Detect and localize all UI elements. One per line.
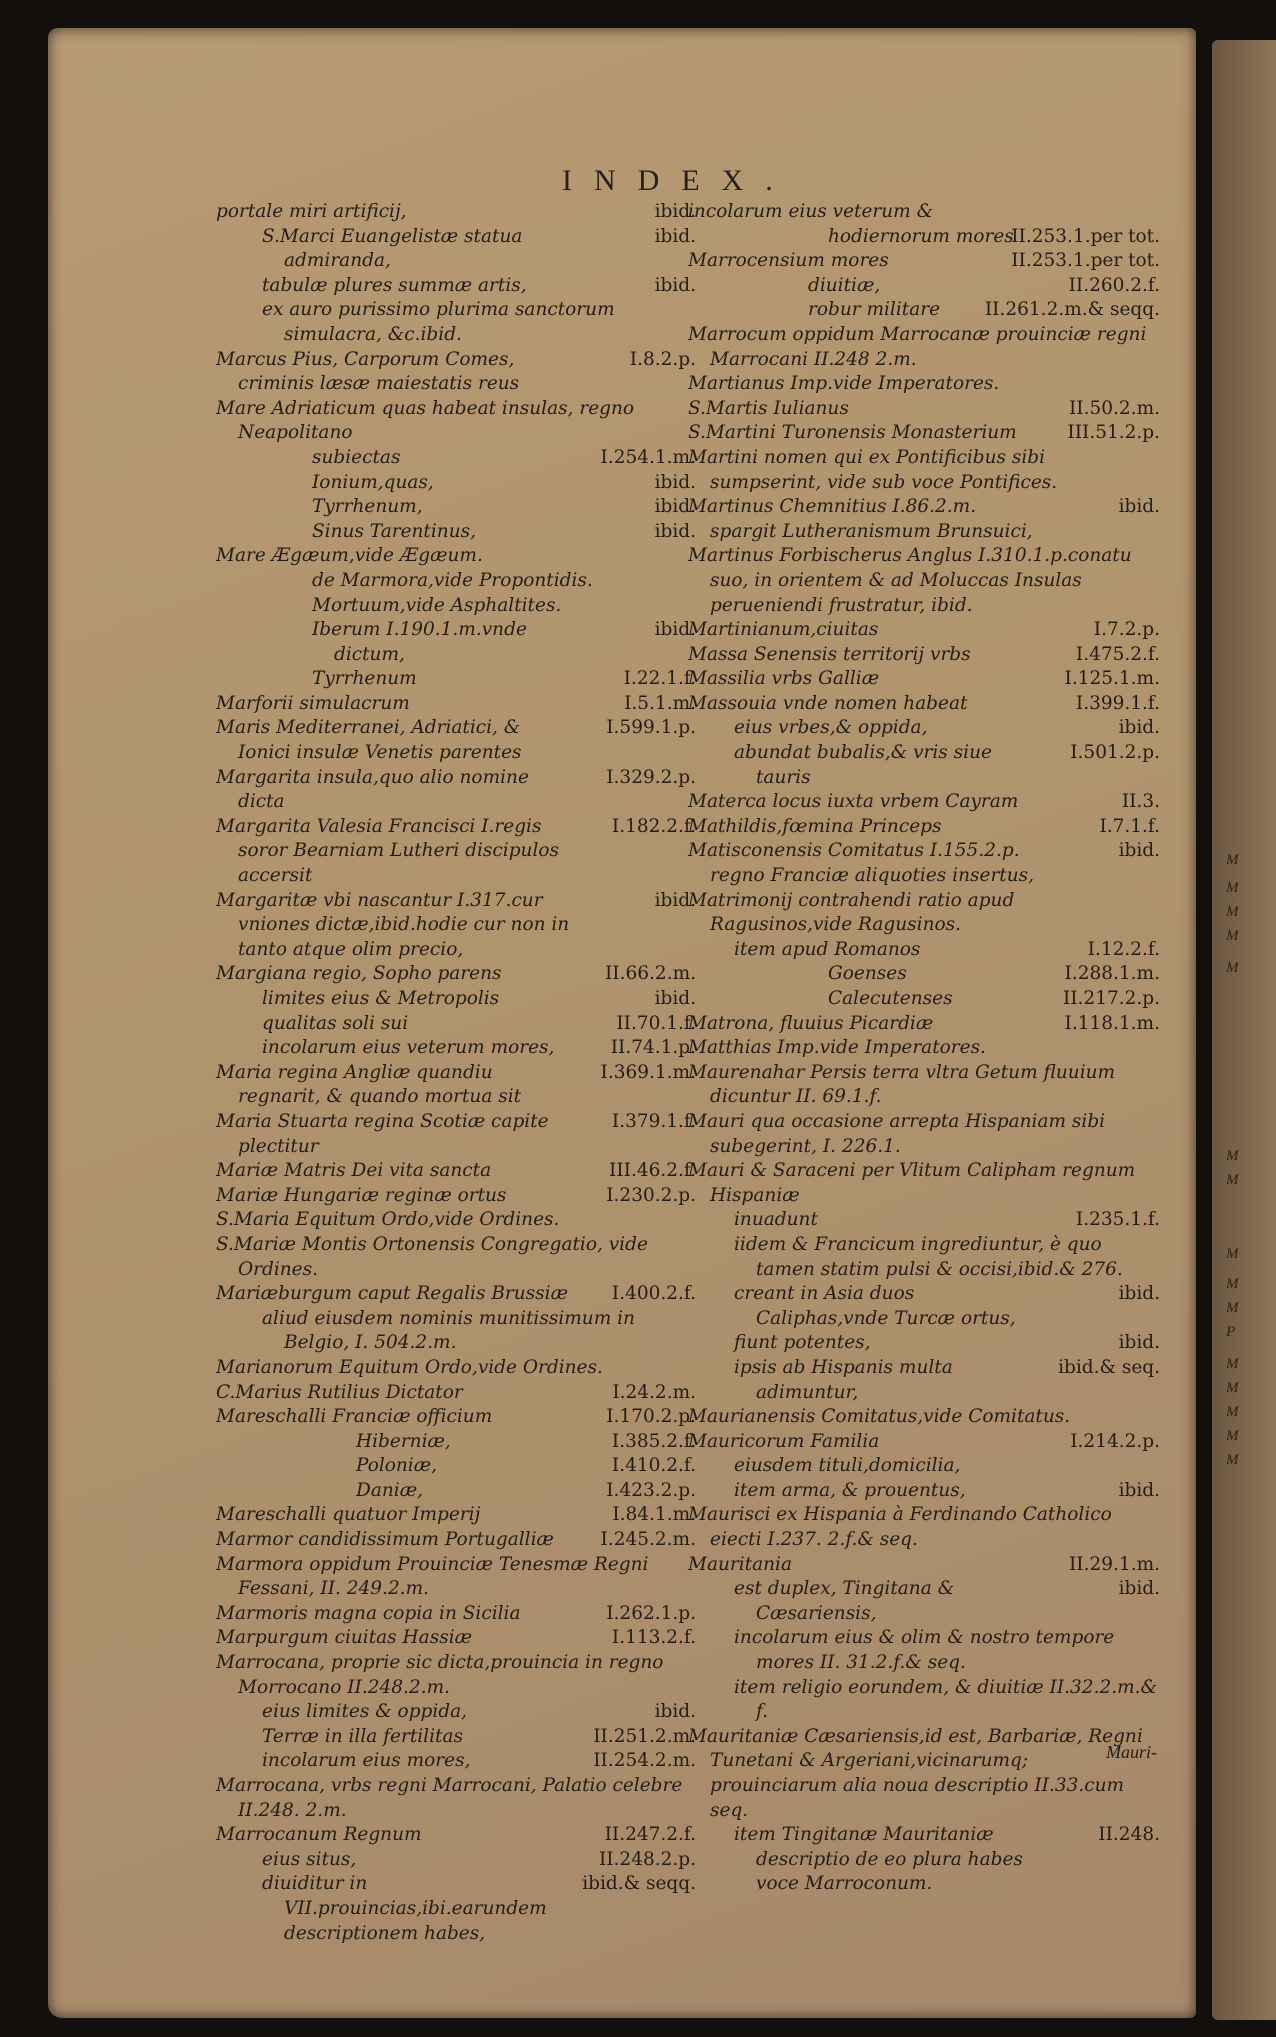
index-entry: [216, 594, 696, 619]
entry-text: aliud eiusdem nominis munitissimum in Belgio, I. 504.2.m.: [262, 1307, 635, 1354]
index-entry: [216, 495, 696, 520]
index-entry: [216, 987, 696, 1012]
entry-reference: ibid.: [1118, 1283, 1160, 1305]
entry-text: eius situs,: [262, 1848, 357, 1870]
index-entry: [216, 1823, 696, 1848]
index-entry: [216, 1405, 696, 1430]
entry-text: Massouia vnde nomen habeat: [688, 692, 968, 714]
entry-text: Margiana regio, Sopho parens: [216, 963, 502, 985]
page-header: INDEX.: [562, 164, 795, 197]
entry-text: Marrocanum Regnum: [216, 1824, 422, 1846]
entry-text: Marpurgum ciuitas Hassiæ: [216, 1627, 473, 1649]
entry-text: Mariæ Matris Dei vita sancta: [216, 1160, 492, 1182]
entry-text: Tyrrhenum: [312, 668, 417, 690]
entry-text: Maurisci ex Hispania à Ferdinando Catholico eiecti I.237. 2.f.& seq.: [688, 1504, 1112, 1551]
entry-text: Marianorum Equitum Ordo,vide Ordines.: [216, 1356, 603, 1378]
index-entry: [216, 1774, 696, 1823]
adjacent-page-edge: [1212, 40, 1276, 2020]
index-entry: [688, 938, 1160, 963]
entry-text: ex auro purissimo plurima sanctorum simulacra, &c.ibid.: [262, 299, 615, 345]
index-entry: [216, 1012, 696, 1037]
entry-text: Iberum I.190.1.m.vnde dictum,: [312, 619, 527, 665]
entry-text: item religio eorundem, & diuitiæ II.32.2.m.& f.: [734, 1676, 1157, 1723]
index-entry: [216, 1307, 696, 1356]
index-entry: [688, 1233, 1160, 1282]
index-entry: [688, 1282, 1160, 1331]
index-entry: [688, 274, 1160, 299]
entry-text: Mauricorum Familia: [688, 1430, 880, 1452]
entry-text: incolarum eius veterum &: [688, 201, 934, 222]
entry-reference: II.254.2.m.: [593, 1750, 696, 1772]
entry-reference: ibid.: [1118, 496, 1160, 518]
entry-text: iidem & Francicum ingrediuntur, è quo tamen statim pulsi & occisi,ibid.& 276.: [734, 1233, 1123, 1280]
entry-reference: ibid.: [654, 520, 696, 542]
entry-reference: I.235.1.f.: [1075, 1209, 1160, 1231]
index-entry: [216, 1036, 696, 1061]
index-entry: [688, 1626, 1160, 1675]
entry-reference: I.24.2.m.: [612, 1381, 696, 1403]
index-entry: [688, 298, 1160, 323]
entry-reference: I.254.1.m.: [600, 446, 696, 468]
index-entry: [216, 1725, 696, 1750]
entry-reference: ibid.& seq.: [1058, 1356, 1160, 1378]
entry-text: Margaritæ vbi nascantur I.317.cur vniones dictæ,ibid.hodie cur non in tanto atque olim precio,: [216, 889, 570, 960]
index-entry: [216, 544, 696, 569]
entry-reference: I.288.1.m.: [1064, 963, 1160, 985]
index-entry: [216, 225, 696, 274]
index-entry: [216, 471, 696, 496]
entry-text: Matrona, fluuius Picardiæ: [688, 1012, 934, 1034]
entry-text: Mare Adriaticum quas habeat insulas, regno Neapolitano: [216, 397, 635, 444]
adjacent-page-letter: M: [1226, 1452, 1239, 1468]
index-entry: [216, 569, 696, 594]
adjacent-page-letter: M: [1226, 852, 1239, 868]
index-entry: [216, 1061, 696, 1110]
index-entry: [216, 298, 696, 347]
index-entry: [688, 1036, 1160, 1061]
entry-reference: I.399.1.f.: [1075, 692, 1160, 714]
entry-reference: I.22.1.f.: [623, 668, 696, 690]
entry-text: Materca locus iuxta vrbem Cayram: [688, 791, 1019, 813]
entry-reference: I.118.1.m.: [1064, 1012, 1160, 1034]
index-entry: [688, 249, 1160, 274]
entry-reference: I.214.2.p.: [1070, 1430, 1160, 1452]
entry-text: Mauritaniæ Cæsariensis,id est, Barbariæ, Regni Tunetani & Argeriani,vicinarumq; prouinciarum alia noua descriptio II.33.cum seq.: [688, 1725, 1143, 1821]
index-entry: [216, 889, 696, 963]
entry-text: Marmora oppidum Prouinciæ Tenesmæ Regni Fessani, II. 249.2.m.: [216, 1553, 649, 1600]
entry-text: Calecutenses: [828, 988, 953, 1009]
entry-text: Matrimonij contrahendi ratio apud Ragusinos,vide Ragusinos.: [688, 889, 1015, 936]
entry-text: Mare Ægæum,vide Ægæum.: [216, 545, 483, 567]
index-entry: [688, 446, 1160, 495]
entry-text: S.Marci Euangelistæ statua admiranda,: [262, 225, 523, 272]
entry-reference: I.170.2.p.: [606, 1406, 696, 1428]
entry-reference: ibid.: [1118, 1479, 1160, 1501]
index-entry: [216, 1110, 696, 1159]
index-entry: [216, 962, 696, 987]
entry-text: Mareschalli Franciæ officium: [216, 1406, 493, 1428]
adjacent-page-letter: M: [1226, 1148, 1239, 1164]
entry-text: de Marmora,vide Propontidis.: [312, 569, 593, 591]
entry-text: Maris Mediterranei, Adriatici, & Ionici insulæ Venetis parentes: [216, 717, 522, 764]
entry-text: Marcus Pius, Carporum Comes, criminis læsæ maiestatis reus: [216, 348, 520, 395]
entry-text: S.Maria Equitum Ordo,vide Ordines.: [216, 1209, 560, 1231]
entry-reference: ibid.: [654, 619, 696, 641]
entry-text: Daniæ,: [356, 1479, 423, 1501]
entry-reference: I.113.2.f.: [611, 1627, 696, 1649]
index-entry: [216, 667, 696, 692]
entry-reference: ibid.: [654, 889, 696, 911]
index-entry: [216, 1208, 696, 1233]
entry-text: Marrocum oppidum Marrocanæ prouinciæ regni Marrocani II.248 2.m.: [688, 323, 1147, 370]
entry-text: eius vrbes,& oppida,: [734, 717, 928, 739]
index-entry: [688, 962, 1160, 987]
entry-reference: I.245.2.m.: [600, 1529, 696, 1551]
entry-text: tabulæ plures summæ artis,: [262, 274, 527, 296]
entry-text: Maria regina Angliæ quandiu regnarit, & quando mortua sit: [216, 1061, 522, 1108]
adjacent-page-letter: P: [1226, 1324, 1236, 1340]
entry-text: Tyrrhenum,: [312, 496, 423, 518]
entry-reference: ibid.& seqq.: [582, 1873, 696, 1895]
entry-text: est duplex, Tingitana & Cæsariensis,: [734, 1578, 955, 1624]
entry-reference: I.262.1.p.: [606, 1602, 696, 1624]
entry-reference: I.400.2.f.: [611, 1283, 696, 1305]
entry-reference: II.260.2.f.: [1068, 274, 1160, 296]
index-entry: [216, 274, 696, 299]
index-entry: [688, 1503, 1160, 1552]
entry-reference: ibid.: [1118, 717, 1160, 739]
index-entry: [216, 348, 696, 397]
index-entry: [688, 372, 1160, 397]
index-entry: [688, 544, 1160, 618]
entry-reference: ibid.: [654, 225, 696, 247]
entry-reference: II.29.1.m.: [1069, 1553, 1160, 1575]
adjacent-page-letter: M: [1226, 1172, 1239, 1188]
entry-text: Marrocana, vrbs regni Marrocani, Palatio celebre II.248. 2.m.: [216, 1775, 683, 1821]
index-entry: [688, 692, 1160, 717]
entry-text: Marrocana, proprie sic dicta,prouincia in regno Morrocano II.248.2.m.: [216, 1652, 664, 1698]
entry-reference: II.70.1.f.: [616, 1012, 696, 1034]
entry-reference: ibid.: [1118, 1578, 1160, 1600]
entry-text: abundat bubalis,& vris siue tauris: [734, 742, 992, 788]
index-entry: [216, 1159, 696, 1184]
index-entry: [688, 323, 1160, 372]
index-entry: [688, 200, 1160, 225]
entry-text: Ionium,quas,: [312, 471, 434, 493]
index-entry: [216, 1602, 696, 1627]
entry-reference: ibid.: [654, 1701, 696, 1723]
entry-text: item Tingitanæ Mauritaniæ descriptio de eo plura habes voce Marroconum.: [734, 1824, 1023, 1895]
entry-text: Marrocensium mores: [688, 250, 889, 272]
index-entry: [688, 815, 1160, 840]
index-entry: [688, 618, 1160, 643]
index-entry: [688, 1061, 1160, 1110]
entry-text: creant in Asia duos Caliphas,vnde Turcæ ortus,: [734, 1283, 1016, 1329]
index-entry: [216, 692, 696, 717]
index-entry: [216, 1356, 696, 1381]
index-entry: [688, 225, 1160, 250]
entry-reference: I.5.1.m.: [624, 692, 696, 714]
entry-text: Martianus Imp.vide Imperatores.: [688, 373, 1000, 395]
entry-text: Mortuum,vide Asphaltites.: [312, 594, 562, 616]
entry-reference: II.248.: [1098, 1824, 1160, 1846]
index-entry: [688, 667, 1160, 692]
index-entry: [688, 1430, 1160, 1455]
entry-text: Margarita insula,quo alio nomine dicta: [216, 766, 529, 813]
entry-reference: ibid.: [1118, 840, 1160, 862]
index-entry: [688, 643, 1160, 668]
entry-reference: II.66.2.m.: [605, 963, 696, 985]
entry-reference: II.50.2.m.: [1069, 397, 1160, 419]
entry-reference: II.253.1.per tot.: [1011, 250, 1160, 272]
entry-text: Marforii simulacrum: [216, 692, 410, 714]
entry-text: Marmor candidissimum Portugalliæ: [216, 1529, 554, 1551]
entry-text: Goenses: [828, 963, 907, 985]
entry-text: C.Marius Rutilius Dictator: [216, 1381, 463, 1403]
entry-text: Margarita Valesia Francisci I.regis soror Bearniam Lutheri discipulos accersit: [216, 815, 560, 887]
entry-reference: II.247.2.f.: [604, 1824, 696, 1846]
entry-text: inuadunt: [734, 1209, 818, 1231]
entry-text: limites eius & Metropolis: [262, 988, 500, 1009]
index-entry: [688, 741, 1160, 790]
entry-text: diuitiæ,: [808, 274, 881, 296]
entry-reference: ibid.: [654, 201, 696, 222]
index-entry: [688, 495, 1160, 544]
catchword: Mauri-: [1106, 1742, 1157, 1762]
entry-reference: I.84.1.m.: [612, 1504, 696, 1526]
index-entry: [216, 446, 696, 471]
entry-text: Mauri qua occasione arrepta Hispaniam sibi subegerint, I. 226.1.: [688, 1110, 1106, 1157]
entry-text: Matisconensis Comitatus I.155.2.p. regno Franciæ aliquoties insertus,: [688, 840, 1035, 887]
entry-text: Massa Senensis territorij vrbs: [688, 643, 971, 665]
index-entry: [688, 397, 1160, 422]
index-entry: [688, 1356, 1160, 1405]
index-entry: [688, 790, 1160, 815]
entry-text: Poloniæ,: [356, 1455, 437, 1477]
entry-reference: I.7.2.p.: [1093, 619, 1160, 641]
entry-text: incolarum eius veterum mores,: [262, 1037, 555, 1059]
index-entry: [216, 1528, 696, 1553]
index-entry: [216, 1700, 696, 1725]
index-entry: [216, 1872, 696, 1946]
index-entry: [216, 1184, 696, 1209]
index-entry: [688, 716, 1160, 741]
entry-text: Sinus Tarentinus,: [312, 520, 476, 542]
entry-reference: I.379.1.f.: [611, 1110, 696, 1132]
index-entry: [216, 1848, 696, 1873]
entry-reference: III.46.2.f.: [609, 1160, 696, 1182]
index-entry: [216, 716, 696, 765]
entry-text: S.Martini Turonensis Monasterium: [688, 422, 1017, 444]
entry-reference: I.475.2.f.: [1075, 643, 1160, 665]
index-entry: [216, 520, 696, 545]
adjacent-page-letter: M: [1226, 1300, 1239, 1316]
index-entry: [688, 1479, 1160, 1504]
entry-text: eiusdem tituli,domicilia,: [734, 1455, 961, 1477]
entry-reference: ibid.: [654, 496, 696, 518]
entry-reference: I.125.1.m.: [1064, 668, 1160, 690]
index-entry: [688, 1823, 1160, 1897]
entry-text: portale miri artificij,: [216, 201, 407, 222]
entry-text: robur militare: [808, 299, 941, 321]
entry-text: Maurianensis Comitatus,vide Comitatus.: [688, 1406, 1071, 1428]
index-entry: [688, 987, 1160, 1012]
entry-reference: ibid.: [654, 988, 696, 1009]
index-entry: [216, 397, 696, 446]
index-entry: [216, 1233, 696, 1282]
entry-reference: ibid.: [654, 274, 696, 296]
entry-reference: II.3.: [1121, 791, 1160, 813]
index-entry: [216, 1651, 696, 1700]
entry-text: Maria Stuarta regina Scotiæ capite plectitur: [216, 1110, 549, 1157]
entry-text: item apud Romanos: [734, 938, 921, 960]
entry-text: Mariæ Hungariæ reginæ ortus: [216, 1184, 507, 1206]
index-entry: [216, 1626, 696, 1651]
entry-text: Massilia vrbs Galliæ: [688, 668, 880, 690]
entry-reference: I.369.1.m.: [600, 1061, 696, 1083]
index-entry: [688, 1577, 1160, 1626]
index-entry: [216, 1282, 696, 1307]
adjacent-page-letter: M: [1226, 1428, 1239, 1444]
entry-text: Terræ in illa fertilitas: [262, 1725, 463, 1747]
index-entry: [688, 421, 1160, 446]
entry-reference: I.329.2.p.: [606, 766, 696, 788]
entry-reference: I.8.2.p.: [629, 348, 696, 370]
entry-reference: II.248.2.p.: [598, 1848, 696, 1870]
entry-reference: II.261.2.m.& seqq.: [984, 299, 1160, 321]
entry-reference: I.230.2.p.: [606, 1184, 696, 1206]
entry-text: Martini nomen qui ex Pontificibus sibi sumpserint, vide sub voce Pontifices.: [688, 446, 1058, 493]
entry-reference: I.7.1.f.: [1099, 815, 1160, 837]
entry-text: Martinus Chemnitius I.86.2.m. spargit Lutheranismum Brunsuici,: [688, 496, 1033, 542]
entry-text: S.Martis Iulianus: [688, 397, 849, 419]
adjacent-page-letter: M: [1226, 1276, 1239, 1292]
index-entry: [688, 1454, 1160, 1479]
entry-reference: II.217.2.p.: [1062, 988, 1160, 1009]
adjacent-page-letter: M: [1226, 928, 1239, 944]
index-entry: [216, 1454, 696, 1479]
entry-text: Marmoris magna copia in Sicilia: [216, 1602, 521, 1624]
entry-reference: II.74.1.p.: [610, 1037, 696, 1059]
entry-text: S.Mariæ Montis Ortonensis Congregatio, vide Ordines.: [216, 1233, 648, 1280]
entry-reference: ibid.: [654, 471, 696, 493]
index-entry: [688, 1012, 1160, 1037]
entry-text: item arma, & prouentus,: [734, 1479, 966, 1501]
index-entry: [216, 766, 696, 815]
index-entry: [688, 889, 1160, 938]
entry-reference: I.423.2.p.: [606, 1479, 696, 1501]
entry-text: Mareschalli quatuor Imperij: [216, 1504, 481, 1526]
index-entry: [688, 1725, 1160, 1823]
entry-reference: II.253.1.per tot.: [1011, 225, 1160, 247]
entry-reference: I.182.2.f.: [611, 815, 696, 837]
adjacent-page-letter: M: [1226, 960, 1239, 976]
index-entry: [216, 1381, 696, 1406]
entry-text: Mauritania: [688, 1553, 792, 1575]
entry-reference: II.251.2.m.: [593, 1725, 696, 1747]
adjacent-page-letter: M: [1226, 1404, 1239, 1420]
index-entry: [688, 1676, 1160, 1725]
adjacent-page-letter: M: [1226, 1356, 1239, 1372]
entry-text: incolarum eius & olim & nostro tempore mores II. 31.2.f.& seq.: [734, 1627, 1115, 1674]
adjacent-page-letter: M: [1226, 1246, 1239, 1262]
index-entry: [216, 618, 696, 667]
adjacent-page-letter: M: [1226, 880, 1239, 896]
index-entry: [216, 1430, 696, 1455]
index-entry: [216, 1553, 696, 1602]
adjacent-page-letter: M: [1226, 1380, 1239, 1396]
index-entry: [688, 1405, 1160, 1430]
entry-text: subiectas: [312, 446, 401, 468]
index-entry: [688, 1208, 1160, 1233]
index-entry: [216, 1749, 696, 1774]
entry-text: Martinus Forbischerus Anglus I.310.1.p.conatu suo, in orientem & ad Moluccas Insulas perueniendi frustratur, ibid.: [688, 545, 1132, 616]
index-entry: [688, 839, 1160, 888]
entry-reference: I.599.1.p.: [606, 717, 696, 739]
entry-text: diuiditur in VII.prouincias,ibi.earundem descriptionem habes,: [262, 1873, 547, 1944]
entry-text: fiunt potentes,: [734, 1332, 871, 1354]
index-entry: [216, 200, 696, 225]
index-entry: [688, 1159, 1160, 1208]
entry-reference: I.501.2.p.: [1070, 742, 1160, 764]
entry-text: hodiernorum mores: [828, 225, 1014, 247]
index-entry: [688, 1331, 1160, 1356]
entry-text: Mariæburgum caput Regalis Brussiæ: [216, 1283, 568, 1305]
index-column-left: [216, 200, 696, 1946]
index-entry: [216, 1503, 696, 1528]
index-entry: [688, 1553, 1160, 1578]
entry-reference: ibid.: [1118, 1332, 1160, 1354]
entry-text: Mauri & Saraceni per Vlitum Calipham regnum Hispaniæ: [688, 1160, 1136, 1206]
entry-text: Martinianum,ciuitas: [688, 619, 879, 641]
index-column-right: [688, 200, 1160, 1897]
entry-text: ipsis ab Hispanis multa adimuntur,: [734, 1356, 953, 1403]
adjacent-page-letter: M: [1226, 904, 1239, 920]
index-entry: [688, 1110, 1160, 1159]
entry-text: Matthias Imp.vide Imperatores.: [688, 1037, 986, 1059]
index-entry: [216, 1479, 696, 1504]
entry-reference: III.51.2.p.: [1067, 422, 1160, 444]
entry-reference: I.12.2.f.: [1087, 938, 1160, 960]
entry-text: Mathildis,fœmina Princeps: [688, 815, 942, 837]
entry-text: incolarum eius mores,: [262, 1750, 471, 1772]
entry-reference: I.410.2.f.: [611, 1455, 696, 1477]
index-entry: [216, 815, 696, 889]
entry-text: qualitas soli sui: [262, 1012, 409, 1034]
entry-text: eius limites & oppida,: [262, 1701, 468, 1723]
entry-reference: I.385.2.f.: [611, 1430, 696, 1452]
entry-text: Hiberniæ,: [356, 1430, 451, 1452]
entry-text: Maurenahar Persis terra vltra Getum fluuium dicuntur II. 69.1.f.: [688, 1061, 1116, 1108]
